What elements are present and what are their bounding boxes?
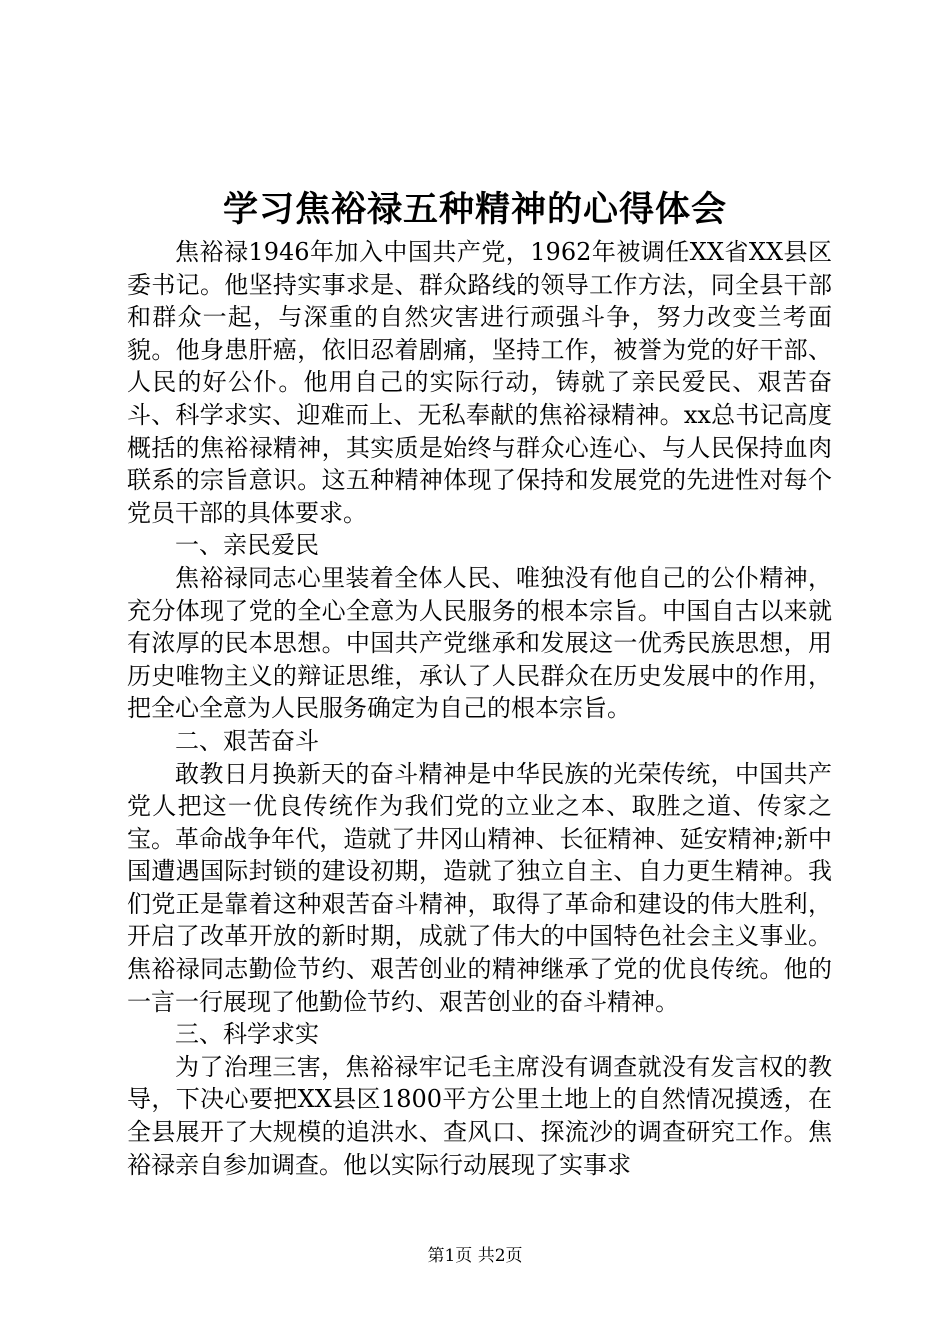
document-body — [127, 236, 832, 1181]
page-number-footer: 第1页 共2页 — [427, 1246, 523, 1266]
paragraph-intro: 焦裕禄1946年加入中国共产党，1962年被调任XX省XX县区委书记。他坚持实事求是、群众路线的领导工作方法，同全县干部和群众一起，与深重的自然灾害进行顽强斗争，努力改变兰考面貌。他身患肝癌，依旧忍着剧痛，坚持工作，被誉为党的好干部、人民的好公仆。他用自己的实际行动，铸就了亲民爱民、艰苦奋斗、科学求实、迎难而上、无私奉献的焦裕禄精神。xx总书记高度概括的焦裕禄精神，其实质是始终与群众心连心、与人民保持血肉联系的宗旨意识。这五种精神体现了保持和发展党的先进性对每个党员干部的具体要求。 — [127, 238, 832, 527]
paragraph-section-2: 敢教日月换新天的奋斗精神是中华民族的光荣传统，中国共产党人把这一优良传统作为我们党的立业之本、取胜之道、传家之宝。革命战争年代，造就了井冈山精神、长征精神、延安精神;新中国遭遇国际封锁的建设初期，造就了独立自主、自力更生精神。我们党正是靠着这种艰苦奋斗精神，取得了革命和建设的伟大胜利，开启了改革开放的新时期，成就了伟大的中国特色社会主义事业。焦裕禄同志勤俭节约、艰苦创业的精神继承了党的优良传统。他的一言一行展现了他勤俭节约、艰苦创业的奋斗精神。 — [127, 759, 832, 1016]
section-heading-3: 三、科学求实 — [175, 1020, 319, 1049]
paragraph-section-3: 为了治理三害，焦裕禄牢记毛主席没有调查就没有发言权的教导，下决心要把XX县区1800平方公里土地上的自然情况摸透，在全县展开了大规模的追洪水、查风口、探流沙的调查研究工作。焦裕禄亲自参加调查。他以实际行动展现了实事求 — [127, 1052, 832, 1179]
section-heading-2: 二、艰苦奋斗 — [175, 726, 319, 755]
paragraph-section-1: 焦裕禄同志心里装着全体人民、唯独没有他自己的公仆精神，充分体现了党的全心全意为人民服务的根本宗旨。中国自古以来就有浓厚的民本思想。中国共产党继承和发展这一优秀民族思想，用历史唯物主义的辩证思维，承认了人民群众在历史发展中的作用，把全心全意为人民服务确定为自己的根本宗旨。 — [127, 563, 832, 723]
section-heading-1: 一、亲民爱民 — [175, 531, 319, 560]
document-title: 学习焦裕禄五种精神的心得体会 — [222, 189, 727, 230]
